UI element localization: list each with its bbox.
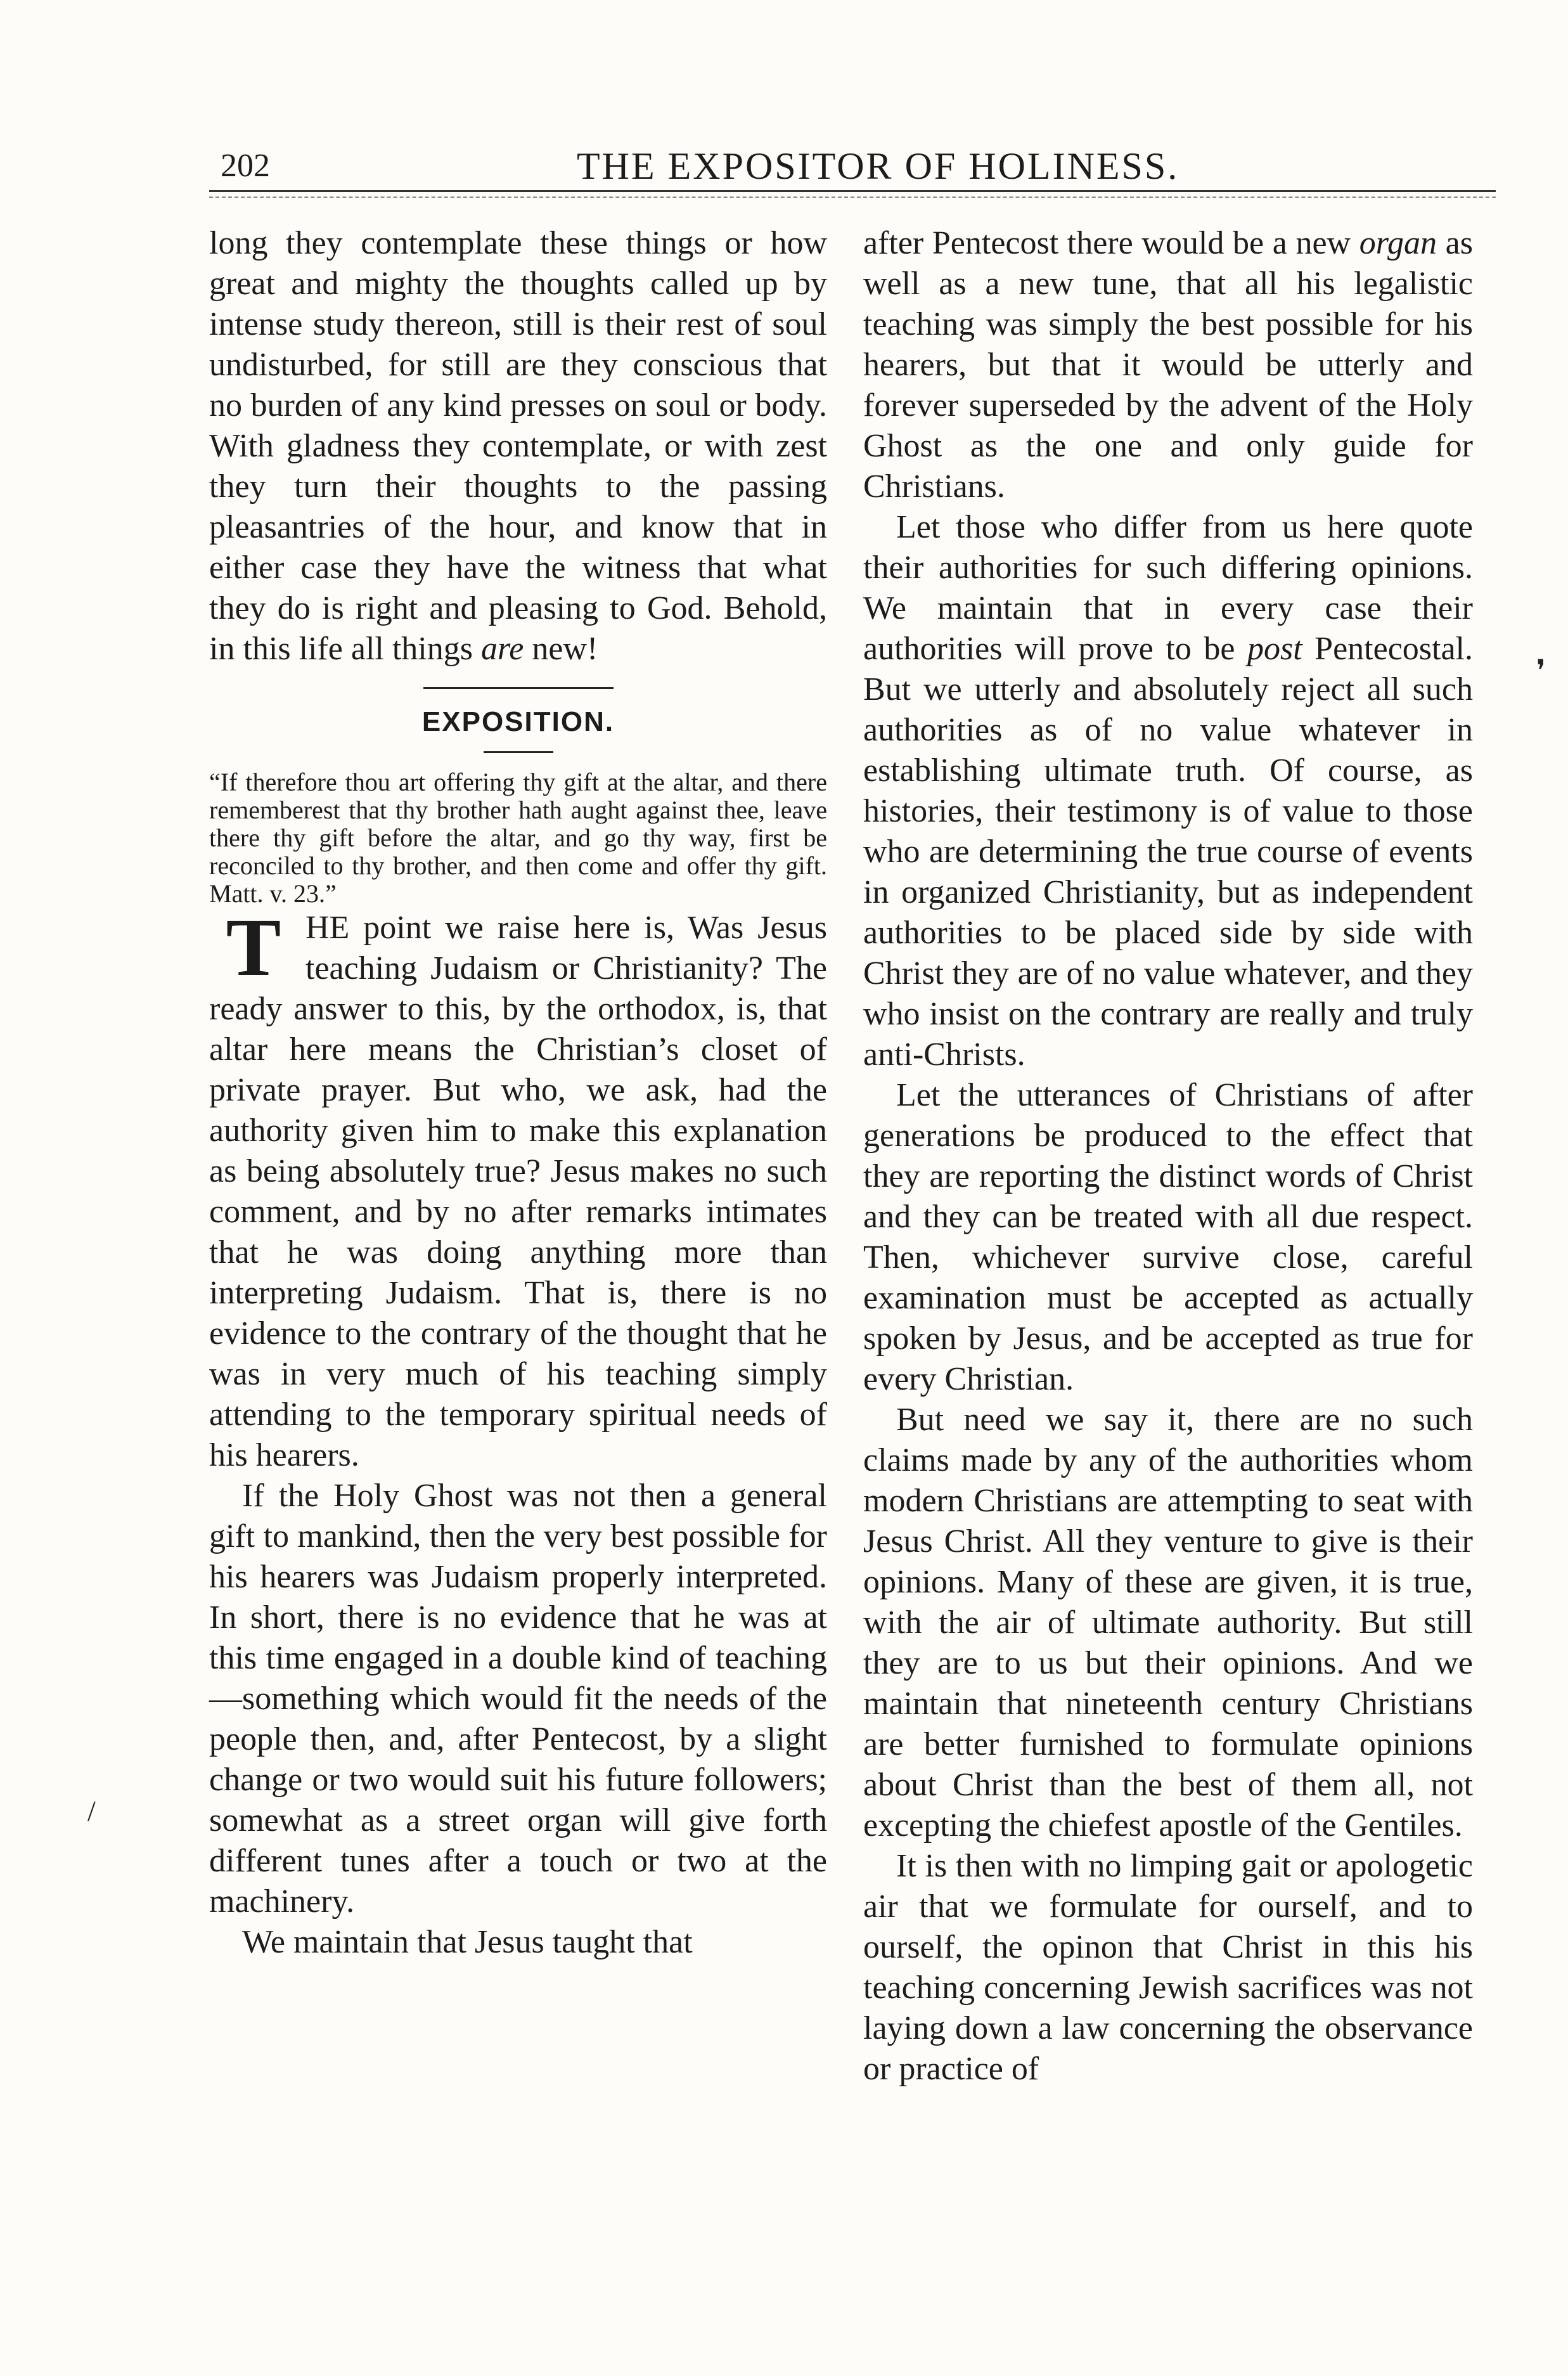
left-paragraph-1: long they contemplate these things or how great and mighty the thoughts called up by intense study thereon, still is their rest of soul undisturbed, for still are they conscious that no burden of any kind presses on soul or body. With gladness they contemplate, or with zest they turn their thoughts to the passing pleasantries of the hour, and know that in either case they have the witness that what they do is right and pleasing to God. Behold, in this life all things are new!: [209, 225, 827, 667]
section-separator: [423, 687, 614, 689]
right-column: [863, 223, 1473, 2089]
right-paragraph-2: Let those who differ from us here quote their authorities for such differing opinions. We maintain that in every case their authorities will prove to be post Pentecostal. But we utterly and absolutely reject all such authorities as of no value whatever in establishing ultimate truth. Of course, as histories, their testimony is of value to those who are determining the true course of events in organized Christianity, but as independent authorities to be placed side by side with Christ they are of no value whatever, and they who insist on the contrary are really and truly anti-Christs.: [863, 509, 1473, 1073]
right-paragraph-1: after Pentecost there would be a new organ as well as a new tune, that all his legalistic teaching was simply the best possible for his hearers, but that it would be utterly and forever superseded by the advent of the Holy Ghost as the one and only guide for Christians.: [863, 225, 1473, 505]
header-rule: [209, 190, 1496, 192]
margin-pencil-mark: /: [87, 1795, 96, 1827]
left-paragraph-4: We maintain that Jesus taught that: [242, 1924, 693, 1960]
left-paragraph-2: THE point we raise here is, Was Jesus teaching Judaism or Christianity? The ready answer to this, by the orthodox, is, that altar here means the Christian’s closet of private prayer. But who, we ask, had the authority given him to make this explanation as being absolutely true? Jesus makes no such comment, and by no after remarks intimates that he was doing anything more than interpreting Judaism. That is, there is no evidence to the contrary of the thought that he was in very much of his teaching simply attending to the temporary spiritual needs of his hearers.: [209, 902, 827, 1473]
right-paragraph-3: Let the utterances of Christians of after generations be produced to the effect that they are reporting the distinct words of Christ and they can be treated with all due respect. Then, whichever survive close, careful examination must be accepted as actually spoken by Jesus, and be accepted as true for every Christian.: [863, 1077, 1473, 1397]
scripture-quote: “If therefore thou art offering thy gift at the altar, and there rememberest that thy brother hath aught against thee, leave there thy gift before the altar, and go thy way, first be reconciled to thy brother, and then come and offer thy gift. Matt. v. 23.”: [209, 768, 827, 908]
running-title: THE EXPOSITOR OF HOLINESS.: [577, 145, 1179, 187]
right-paragraph-4: But need we say it, there are no such claims made by any of the authorities whom modern Christians are attempting to seat with Jesus Christ. All they venture to give is their opinions. Many of these are given, it is true, with the air of ultimate authority. But still they are to us but their opinions. And we maintain that nineteenth century Christians are better furnished to formulate opinions about Christ than the best of them all, not excepting the chiefest apostle of the Gentiles.: [863, 1402, 1473, 1843]
page-number: 202: [221, 148, 270, 184]
right-paragraph-5: It is then with no limping gait or apologetic air that we formulate for ourself, and to ourself, the opinon that Christ in this his teaching concerning Jewish sacrifices was not laying down a law concerning the observance or practice of: [863, 1848, 1473, 2087]
header-rule-dashed: [209, 197, 1496, 198]
page-header: [209, 141, 1496, 191]
heading-underline: [484, 751, 553, 753]
left-column: [209, 223, 827, 1963]
drop-cap: T: [226, 902, 281, 993]
section-heading: EXPOSITION.: [421, 706, 615, 737]
margin-ink-mark: ❜: [1536, 654, 1546, 687]
left-paragraph-3: If the Holy Ghost was not then a general gift to mankind, then the very best possible for his hearers was Judaism properly interpreted. In short, there is no evidence that he was at this time engaged in a double kind of teaching—something which would fit the needs of the people then, and, after Pentecost, by a slight change or two would suit his future followers; somewhat as a street organ will give forth different tunes after a touch or two at the machinery.: [209, 1478, 827, 1920]
